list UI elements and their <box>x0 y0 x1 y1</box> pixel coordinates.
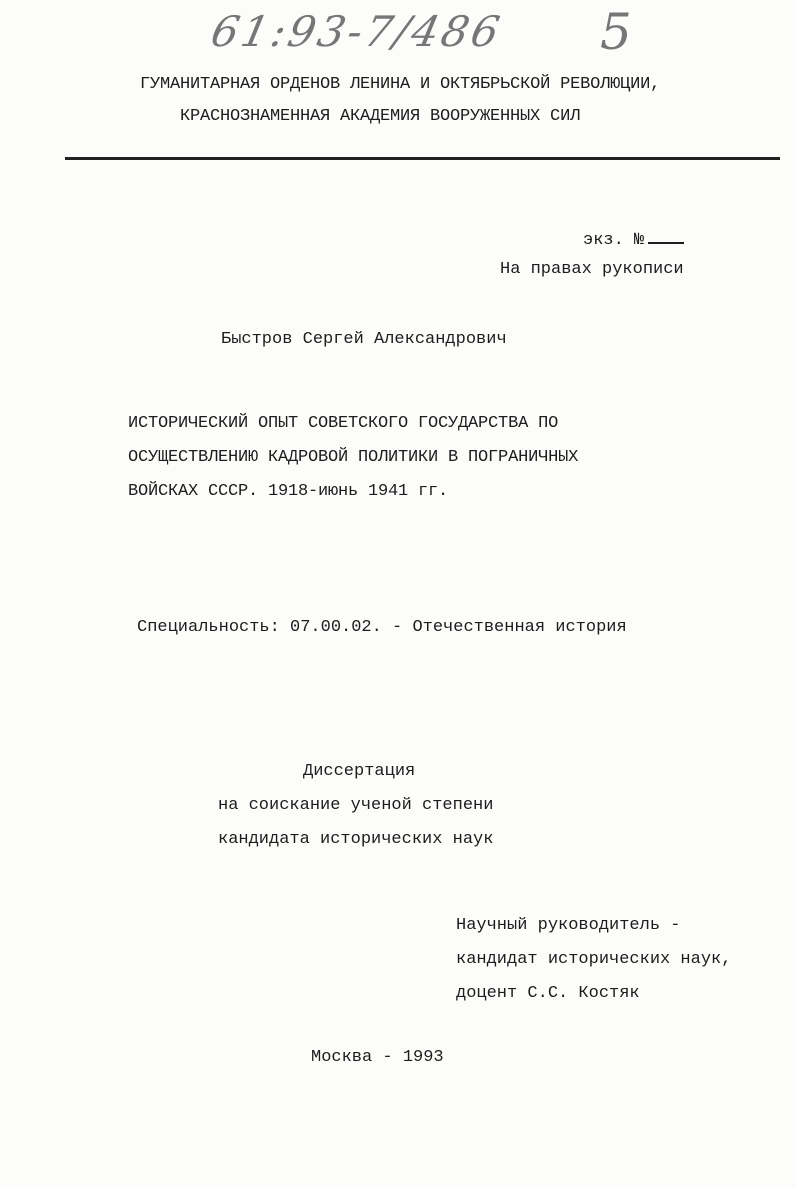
supervisor-degree: кандидат исторических наук, <box>456 950 732 969</box>
city-year: Москва - 1993 <box>311 1048 444 1067</box>
supervisor-name: доцент С.С. Костяк <box>456 984 640 1003</box>
dissertation-degree-line-1: на соискание ученой степени <box>218 796 494 815</box>
copy-number-blank <box>648 228 684 244</box>
title-line-3: ВОЙСКАХ СССР. 1918-июнь 1941 гг. <box>128 482 449 501</box>
rights-notice: На правах рукописи <box>500 260 684 279</box>
title-line-1: ИСТОРИЧЕСКИЙ ОПЫТ СОВЕТСКОГО ГОСУДАРСТВА ПО <box>128 414 559 433</box>
header-divider <box>65 157 780 160</box>
handwritten-mark: 5 <box>600 3 632 61</box>
dissertation-label: Диссертация <box>303 762 416 781</box>
author-name: Быстров Сергей Александрович <box>221 330 507 349</box>
institution-line-2: КРАСНОЗНАМЕННАЯ АКАДЕМИЯ ВООРУЖЕННЫХ СИЛ <box>180 107 581 126</box>
handwritten-archive-code: 61:93-7/486 <box>206 7 507 56</box>
copy-number <box>583 228 684 251</box>
title-line-2: ОСУЩЕСТВЛЕНИЮ КАДРОВОЙ ПОЛИТИКИ В ПОГРАНИЧНЫХ <box>128 448 579 467</box>
dissertation-degree-line-2: кандидата исторических наук <box>218 830 494 849</box>
copy-number-label: экз. № <box>583 231 645 250</box>
institution-line-1: ГУМАНИТАРНАЯ ОРДЕНОВ ЛЕНИНА И ОКТЯБРЬСКОЙ РЕВОЛЮЦИИ, <box>140 75 661 94</box>
specialty: Специальность: 07.00.02. - Отечественная история <box>137 618 627 637</box>
supervisor-title: Научный руководитель - <box>456 916 681 935</box>
